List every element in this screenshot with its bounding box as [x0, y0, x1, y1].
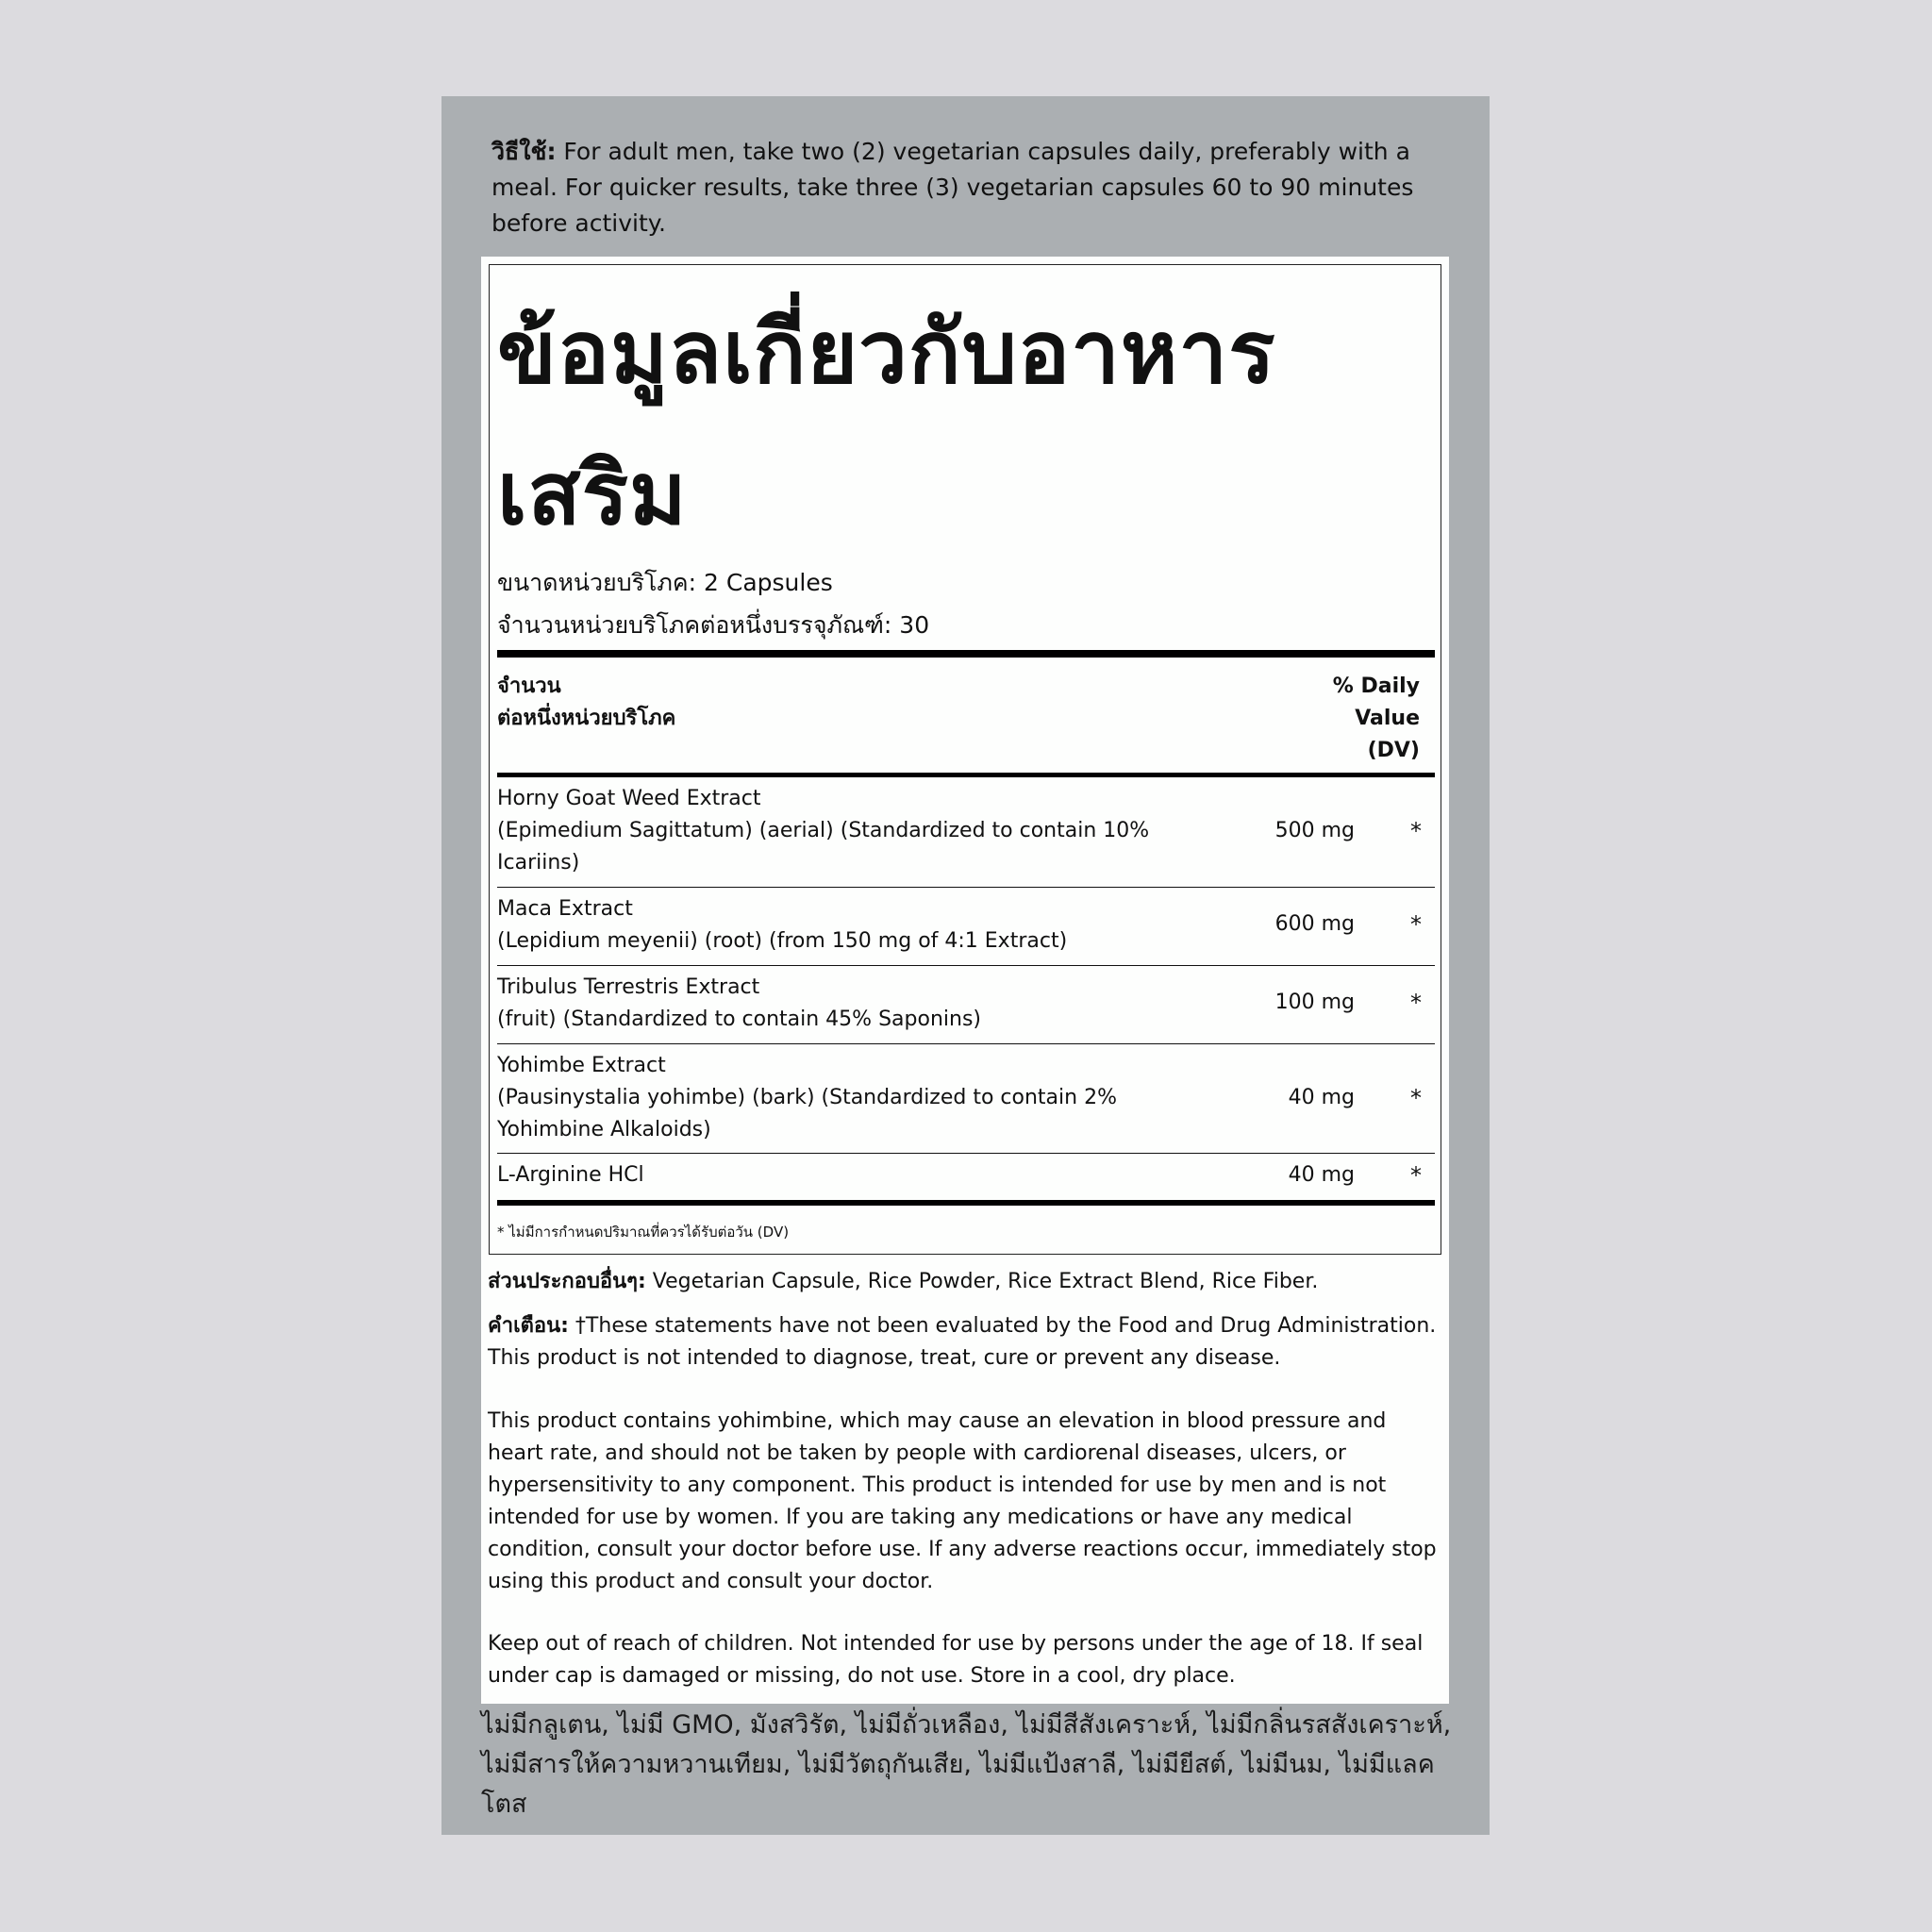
ingredient-amount: 40 mg: [1288, 1086, 1355, 1109]
ingredient-amount: 40 mg: [1288, 1163, 1355, 1187]
dv-footnote: * ไม่มีการกำหนดปริมาณที่ควรได้รับต่อวัน (DV): [497, 1224, 790, 1241]
ingredient-row: [497, 783, 1435, 879]
row-divider: [497, 965, 1435, 966]
directions-body: For adult men, take two (2) vegetarian capsules daily, preferably with a meal. For quicker results, take three (3) vegetarian capsules 60 to 90 minutes before activity.: [491, 138, 1414, 237]
thick-divider-top: [497, 650, 1435, 658]
free-from-statement: ไม่มีกลูเตน, ไม่มี GMO, มังสวิรัต, ไม่มีถั่วเหลือง, ไม่มีสีสังเคราะห์, ไม่มีกลิ่นรสสังเคราะห์, ไม่มีสารให้ความหวานเทียม, ไม่มีวัตถุกันเสีย, ไม่มีแป้งสาลี, ไม่มียีสต์, ไม่มีนม, ไม่มีแลคโตส: [481, 1710, 1452, 1819]
daily-value-header: [1333, 671, 1420, 767]
warning-label: คำเตือน:: [488, 1314, 569, 1338]
directions-label: วิธีใช้:: [491, 138, 557, 165]
ingredient-name: Maca Extract: [497, 897, 633, 921]
ingredient-dv: *: [1410, 1085, 1422, 1111]
ingredient-dv: *: [1410, 818, 1422, 844]
row-divider: [497, 1043, 1435, 1044]
dv-header-line2: Value: [1355, 707, 1420, 730]
ingredient-name: L-Arginine HCl: [497, 1163, 644, 1187]
ingredient-amount: 600 mg: [1274, 912, 1355, 936]
row-divider: [497, 887, 1435, 888]
warning-text: †These statements have not been evaluated by the Food and Drug Administration. This product is not intended to diagnose, treat, cure or prevent any disease.: [488, 1314, 1437, 1370]
servings-per-container: จำนวนหน่วยบริโภคต่อหนึ่งบรรจุภัณฑ์: 30: [497, 611, 930, 639]
ingredient-row: [497, 1159, 1435, 1193]
ingredient-name: Yohimbe Extract: [497, 1054, 666, 1077]
amount-header-line1: จำนวน: [497, 675, 561, 698]
ingredient-detail: (Lepidium meyenii) (root) (from 150 mg of 4:1 Extract): [497, 929, 1068, 953]
dv-header-line1: % Daily: [1332, 675, 1420, 698]
amount-per-serving-header: [497, 671, 675, 735]
supplement-facts-title: ข้อมูลเกี่ยวกับอาหารเสริม: [497, 302, 1276, 544]
ingredient-detail: (fruit) (Standardized to contain 45% Saponins): [497, 1008, 981, 1031]
label-panel: [441, 96, 1490, 1835]
ingredient-detail: (Epimedium Sagittatum) (aerial) (Standardized to contain 10% Icariins): [497, 819, 1150, 874]
other-ingredients-text: Vegetarian Capsule, Rice Powder, Rice Extract Blend, Rice Fiber.: [645, 1270, 1319, 1293]
ingredient-row: [497, 1050, 1435, 1146]
ingredient-name-block: [497, 1050, 1158, 1146]
warning-storage: Keep out of reach of children. Not intended for use by persons under the age of 18. If seal under cap is damaged or missing, do not use. Store in a cool, dry place.: [488, 1632, 1424, 1688]
amount-header-line2: ต่อหนึ่งหน่วยบริโภค: [497, 707, 676, 730]
other-ingredients: [488, 1266, 1446, 1298]
ingredient-dv: *: [1410, 990, 1422, 1016]
ingredient-name-block: [497, 783, 1158, 879]
ingredient-dv: *: [1410, 1162, 1422, 1189]
ingredient-name-block: [497, 972, 1158, 1036]
row-divider: [497, 1153, 1435, 1154]
warning-yohimbine: This product contains yohimbine, which may cause an elevation in blood pressure and heart rate, and should not be taken by people with cardiorenal diseases, ulcers, or hypersensitivity to any component. This product is intended for use by men and is not intended for use by women. If you are taking any medications or have any medical condition, consult your doctor before use. If any adverse reactions occur, immediately stop using this product and consult your doctor.: [488, 1409, 1437, 1593]
serving-size: ขนาดหน่วยบริโภค: 2 Capsules: [497, 569, 833, 596]
ingredient-name: Horny Goat Weed Extract: [497, 787, 761, 810]
ingredient-row: [497, 893, 1435, 959]
ingredient-dv: *: [1410, 911, 1422, 938]
directions-text: [491, 134, 1444, 242]
ingredient-name-block: [497, 893, 1158, 958]
warning-statement: [488, 1310, 1446, 1374]
dv-header-line3: (DV): [1367, 739, 1420, 762]
ingredient-detail: (Pausinystalia yohimbe) (bark) (Standardized to contain 2% Yohimbine Alkaloids): [497, 1086, 1117, 1141]
ingredient-name-block: [497, 1159, 1158, 1191]
thick-divider-header: [497, 773, 1435, 777]
other-ingredients-label: ส่วนประกอบอื่นๆ:: [488, 1270, 646, 1293]
thick-divider-bottom: [497, 1200, 1435, 1206]
supplement-facts-box: [489, 264, 1441, 1255]
label-white-area: [481, 257, 1449, 1704]
ingredient-row: [497, 972, 1435, 1038]
ingredient-name: Tribulus Terrestris Extract: [497, 975, 760, 999]
ingredient-amount: 100 mg: [1274, 991, 1355, 1014]
ingredient-amount: 500 mg: [1274, 819, 1355, 842]
